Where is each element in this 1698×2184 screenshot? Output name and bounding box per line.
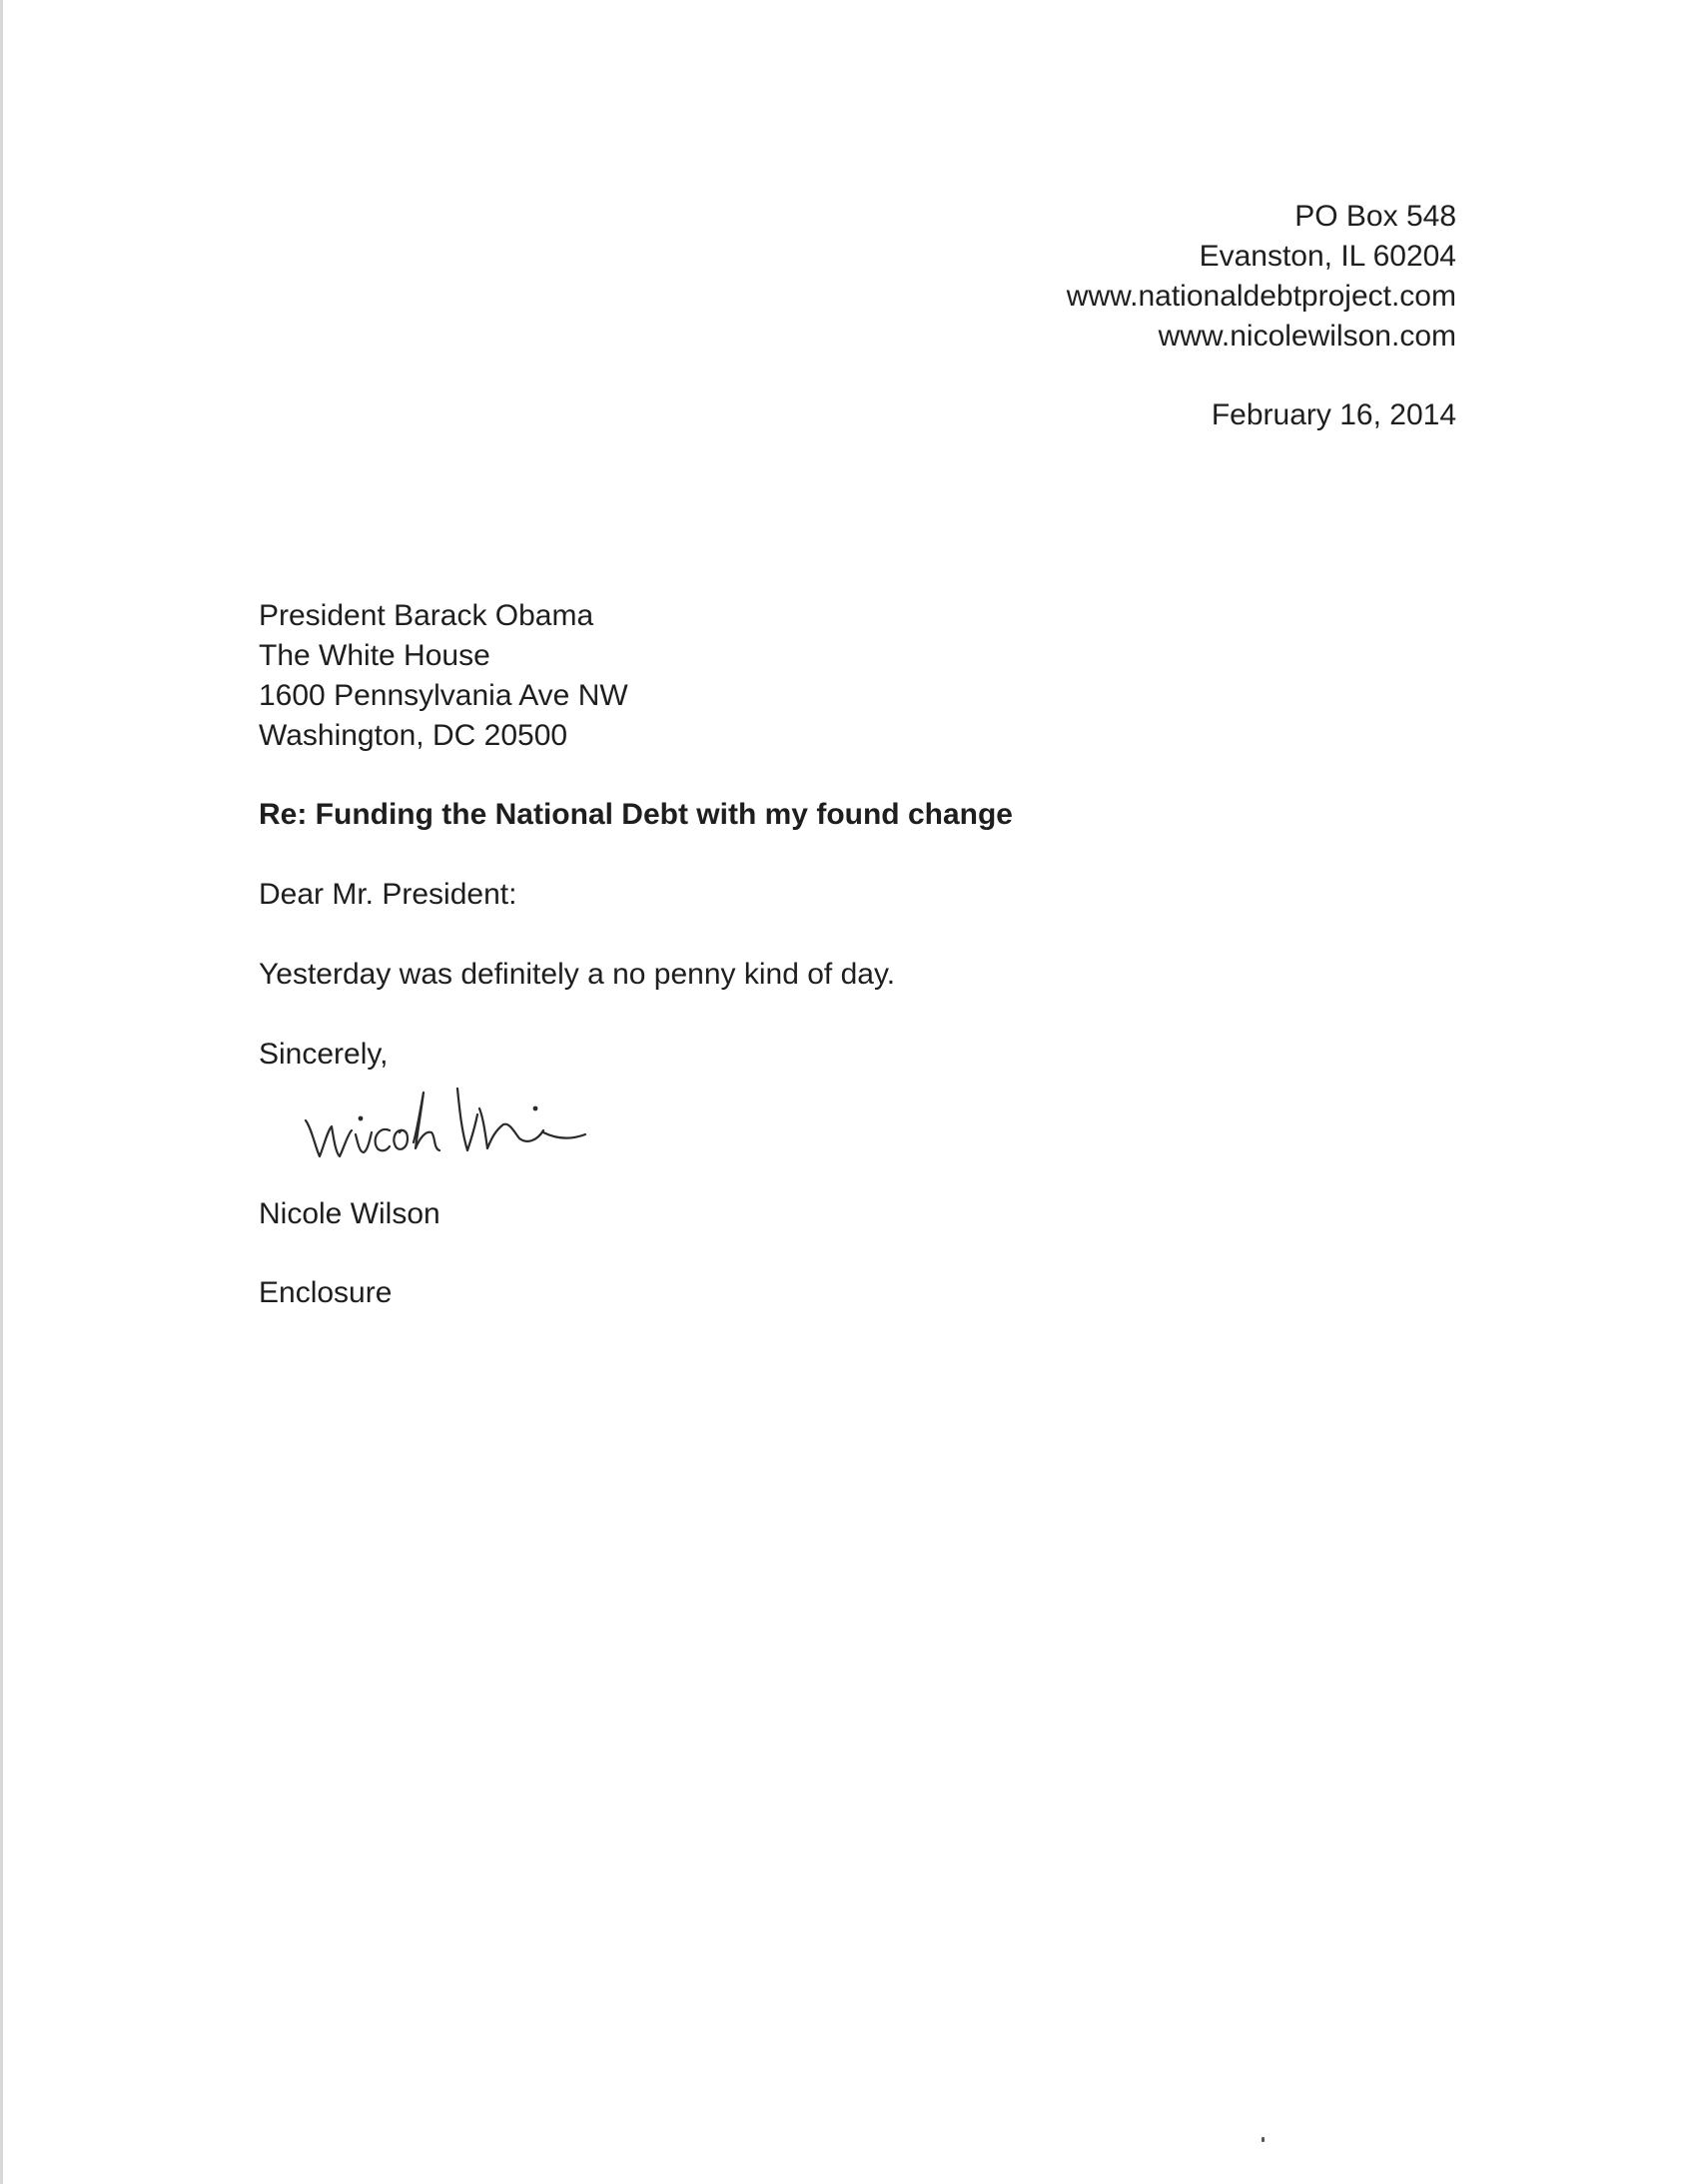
letter-date: February 16, 2014 <box>1211 398 1456 431</box>
recipient-street: 1600 Pennsylvania Ave NW <box>259 679 628 712</box>
salutation: Dear Mr. President: <box>259 878 517 911</box>
signer-name: Nicole Wilson <box>259 1197 440 1230</box>
scan-edge <box>0 0 3 2184</box>
recipient-city-state-zip: Washington, DC 20500 <box>259 719 568 752</box>
enclosure-notation: Enclosure <box>259 1276 393 1309</box>
scan-speck <box>1262 2137 1265 2142</box>
subject-line: Re: Funding the National Debt with my found change <box>259 798 1013 831</box>
closing: Sincerely, <box>259 1038 389 1071</box>
recipient-name: President Barack Obama <box>259 599 594 632</box>
sender-website-2: www.nicolewilson.com <box>1158 320 1456 353</box>
handwritten-signature <box>300 1069 644 1168</box>
sender-address-block <box>1067 197 1456 357</box>
sender-website-1: www.nationaldebtproject.com <box>1066 280 1456 313</box>
recipient-organization: The White House <box>259 639 490 672</box>
sender-address-line2: Evanston, IL 60204 <box>1199 240 1456 273</box>
recipient-address-block <box>259 596 628 756</box>
sender-address-line1: PO Box 548 <box>1294 200 1456 233</box>
letter-body: Yesterday was definitely a no penny kind of day. <box>259 958 896 991</box>
